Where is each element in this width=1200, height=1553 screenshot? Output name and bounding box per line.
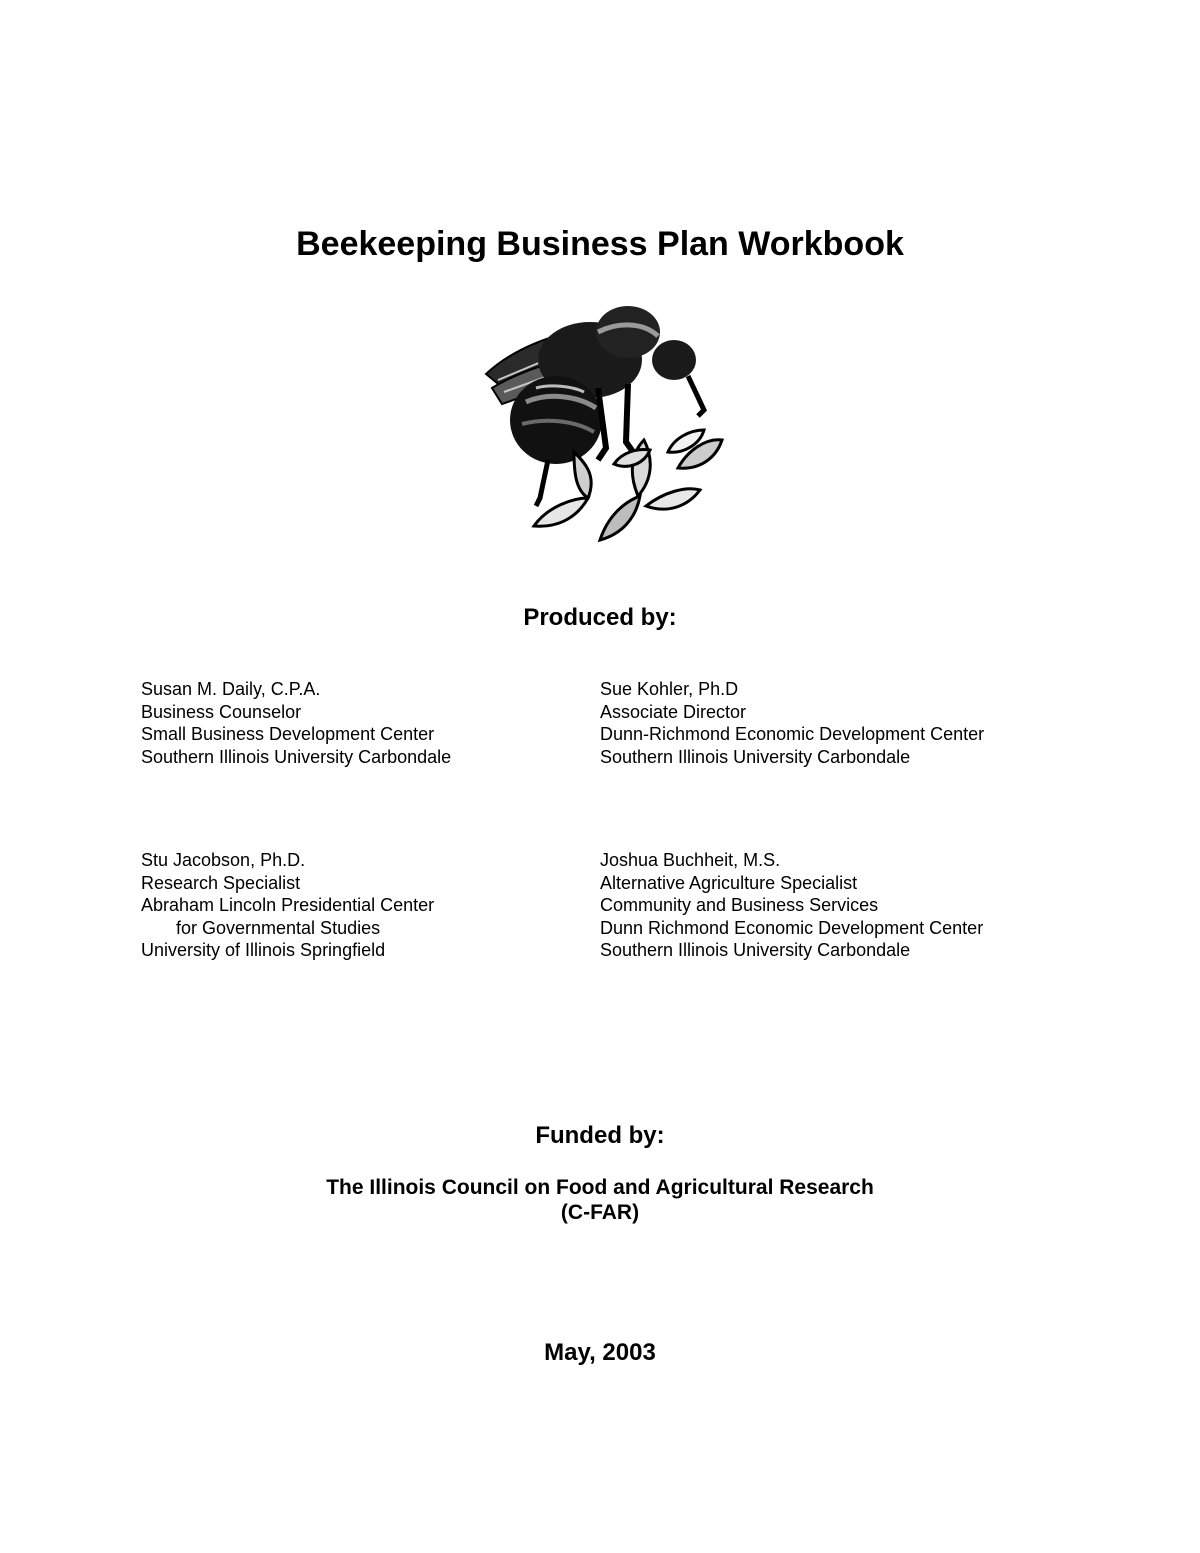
produced-by-heading: Produced by: xyxy=(523,604,677,631)
author-name: Joshua Buchheit, M.S. xyxy=(600,850,781,870)
author-institution: Southern Illinois University Carbondale xyxy=(600,940,911,960)
publication-date: May, 2003 xyxy=(544,1339,656,1366)
bee-on-flower-icon xyxy=(478,292,738,548)
funder-block xyxy=(0,1175,1200,1225)
funder-abbreviation: (C-FAR) xyxy=(560,1201,640,1224)
author-block xyxy=(141,849,601,962)
author-title: Business Counselor xyxy=(141,701,302,722)
author-title: Associate Director xyxy=(600,701,747,722)
author-name: Sue Kohler, Ph.D xyxy=(600,679,739,699)
author-organization: Dunn Richmond Economic Development Center xyxy=(600,917,984,938)
author-institution: University of Illinois Springfield xyxy=(141,940,386,960)
author-title: Alternative Agriculture Specialist xyxy=(600,872,858,893)
author-block xyxy=(600,849,1060,962)
author-department: Community and Business Services xyxy=(600,895,879,915)
author-institution: Southern Illinois University Carbondale xyxy=(600,746,911,767)
funded-by-heading: Funded by: xyxy=(535,1122,665,1149)
author-organization: Abraham Lincoln Presidential Center xyxy=(141,895,435,915)
author-block xyxy=(141,678,601,768)
author-institution: Southern Illinois University Carbondale xyxy=(141,746,452,767)
author-name: Susan M. Daily, C.P.A. xyxy=(141,679,321,699)
author-organization-continued: for Governmental Studies xyxy=(176,917,381,938)
author-name: Stu Jacobson, Ph.D. xyxy=(141,850,306,870)
author-organization: Dunn-Richmond Economic Development Center xyxy=(600,724,985,744)
author-organization: Small Business Development Center xyxy=(141,724,435,744)
author-block xyxy=(600,678,1060,768)
document-title: Beekeeping Business Plan Workbook xyxy=(296,225,904,263)
funder-organization: The Illinois Council on Food and Agricultural Research xyxy=(326,1176,874,1199)
author-title: Research Specialist xyxy=(141,872,301,893)
